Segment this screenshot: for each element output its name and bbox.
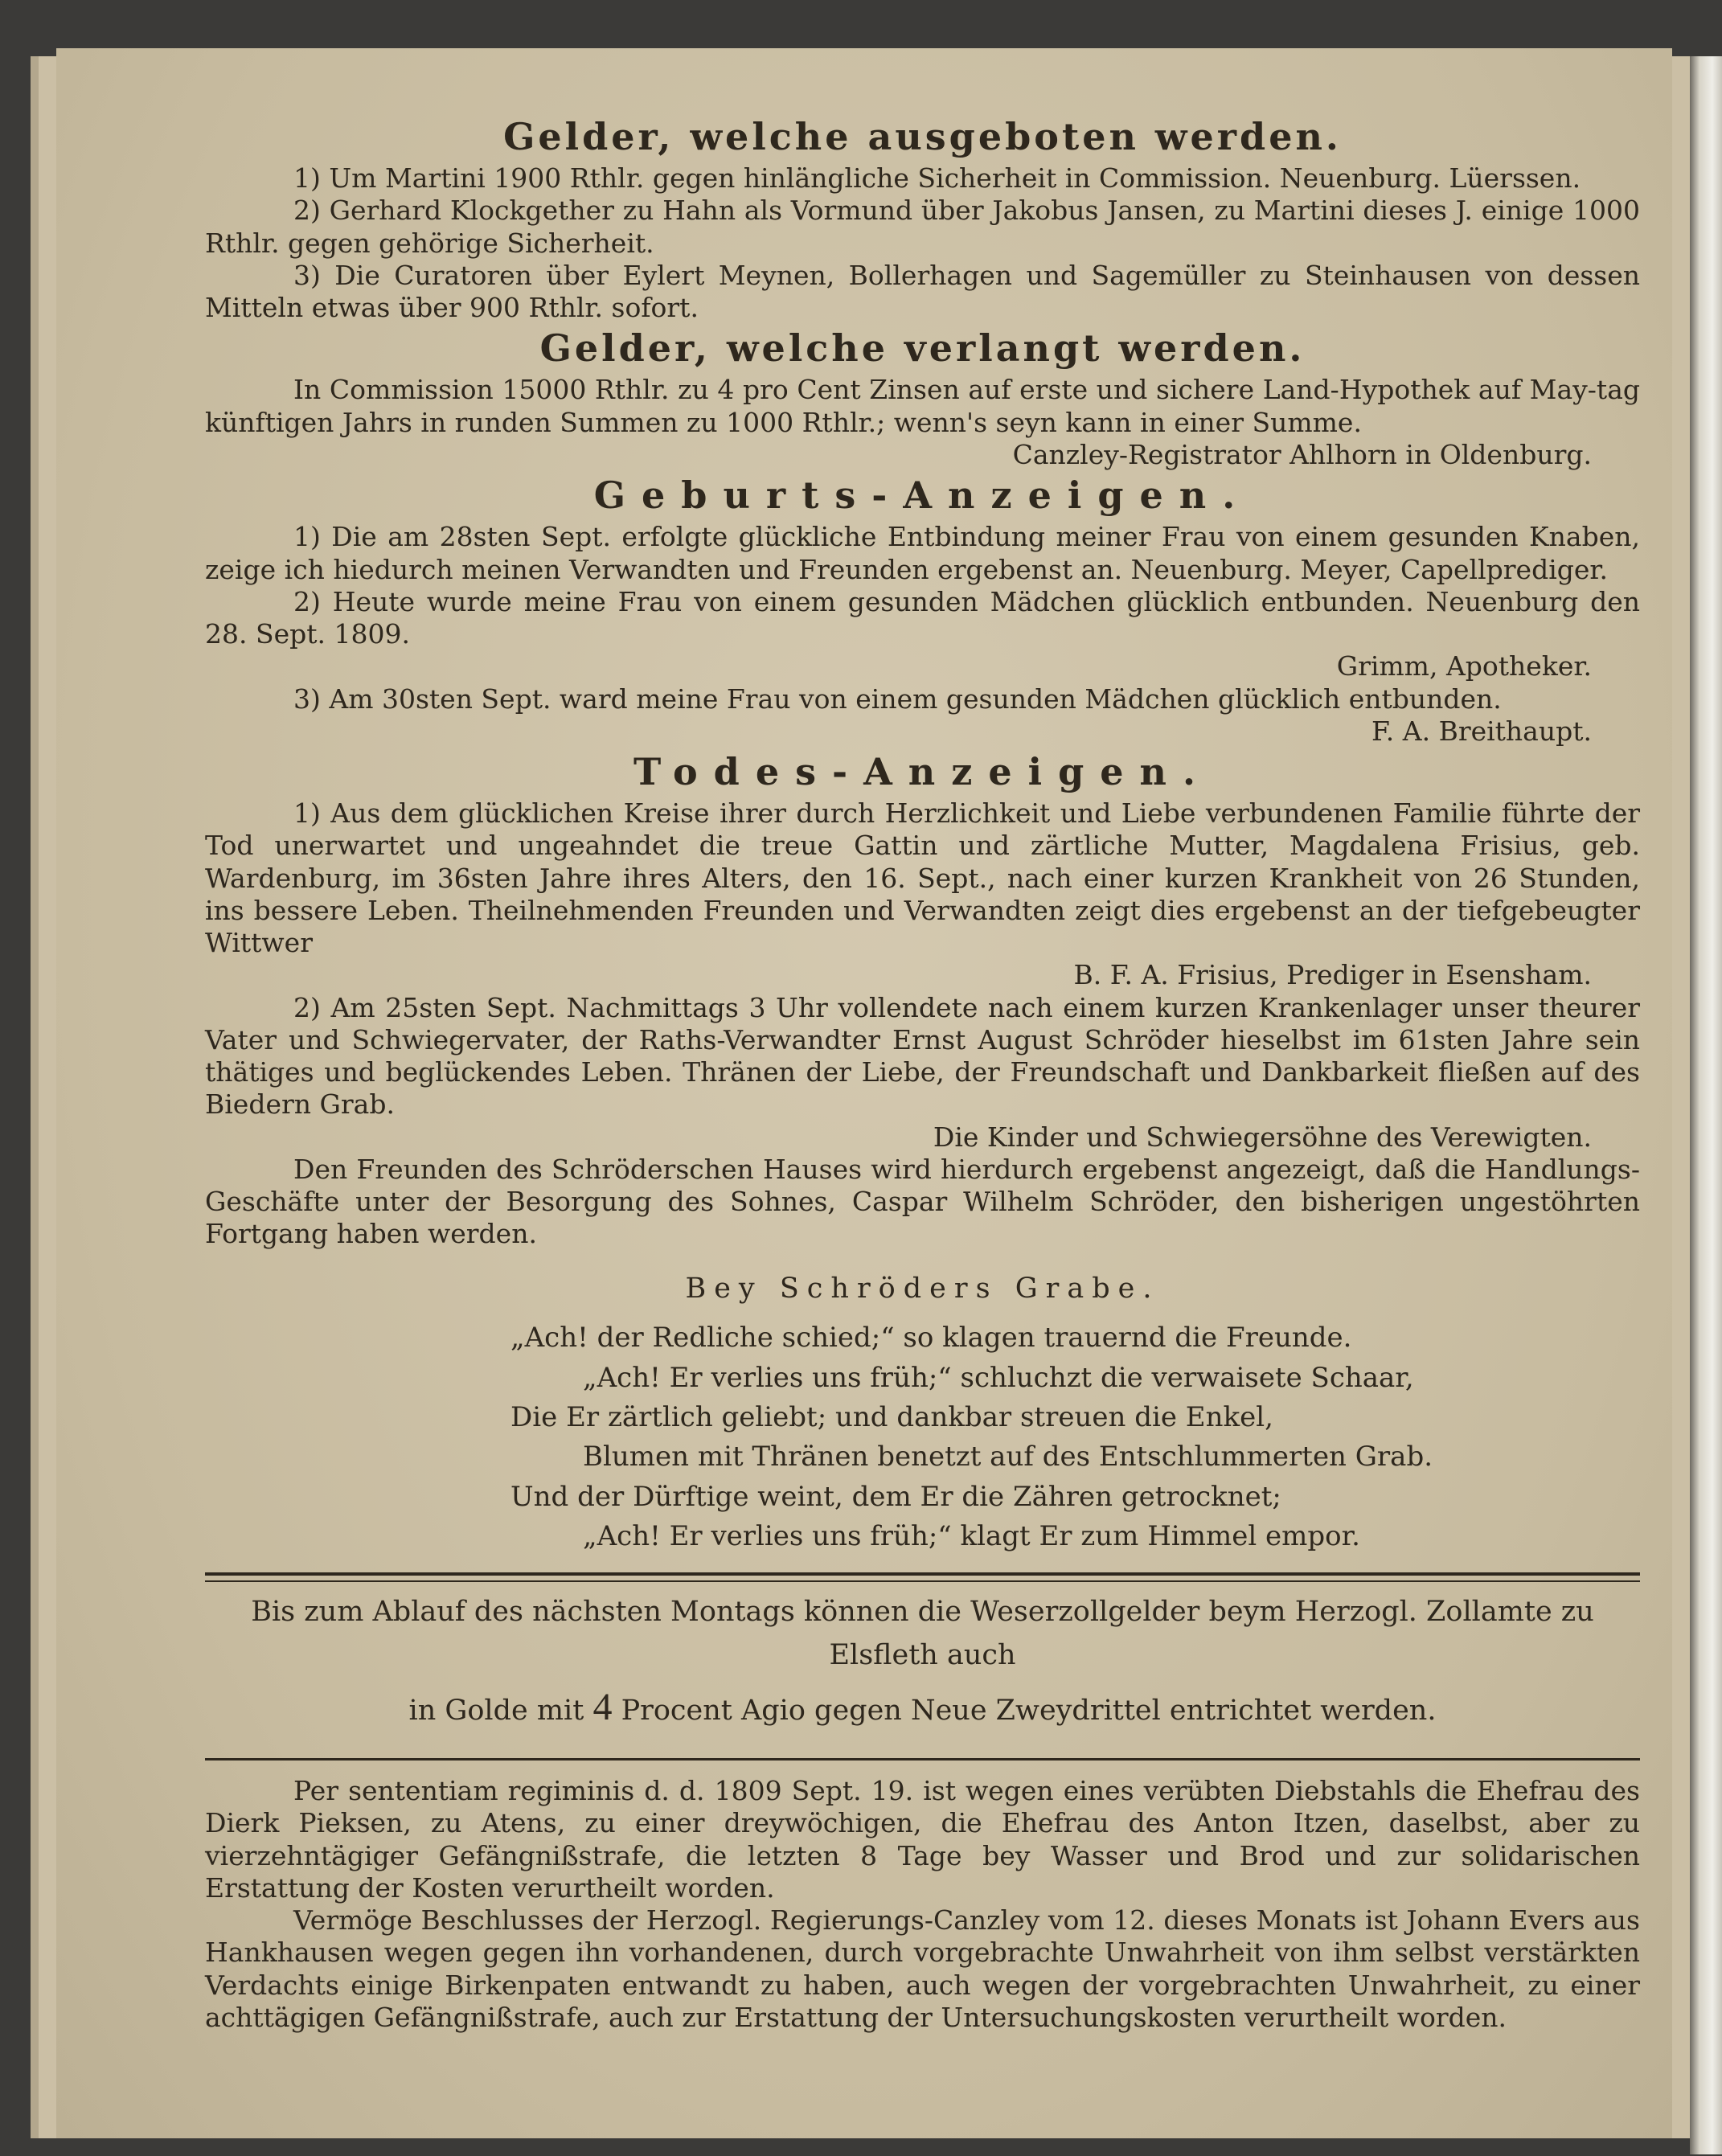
sentence-paragraph: Per sententiam regiminis d. d. 1809 Sept. 19. ist wegen eines verübten Diebstahls die Ehefrau des Dierk Pieksen, zu Atens, zu einer dreywöchigen, die Ehefrau des Anton Itzen, daselbst, aber zu vierzehntägiger Gefängnißstrafe, die letzten 8 Tage bey Wasser und Brod und zur solidarischen Erstattung der Kosten verurtheilt worden. — [205, 1775, 1640, 1904]
poem-line: Und der Dürftige weint, dem Er die Zähren getrocknet; — [510, 1480, 1281, 1513]
heading-deaths: Todes-Anzeigen. — [633, 750, 1212, 794]
poem-line: Blumen mit Thränen benetzt auf des Entschlummerten Grab. — [583, 1441, 1433, 1474]
toll-notice — [205, 1582, 1640, 1748]
poem-line: „Ach! Er verlies uns früh;“ klagt Er zum Himmel empor. — [583, 1519, 1360, 1552]
offered-item: 2) Gerhard Klockgether zu Hahn als Vormund über Jakobus Jansen, zu Martini dieses J. einige 1000 Rthlr. gegen gehörige Sicherheit. — [205, 195, 1640, 259]
divider — [205, 1758, 1640, 1760]
death-signature: Die Kinder und Schwiegersöhne des Verewigten. — [933, 1121, 1592, 1153]
newspaper-page — [56, 48, 1672, 2138]
heading-requested: Gelder, welche verlangt werden. — [539, 326, 1306, 371]
offered-item: 3) Die Curatoren über Eylert Meynen, Bollerhagen und Sagemüller zu Steinhausen von dessen Mitteln etwas über 900 Rthlr. sofort. — [205, 259, 1640, 324]
notice-text: in Golde mit — [408, 1694, 584, 1727]
notice-line: Bis zum Ablauf des nächsten Montags können die Weserzollgelder beym Herzogl. Zollamte zu Elsfleth auch — [251, 1596, 1594, 1672]
birth-signature: F. A. Breithaupt. — [1371, 715, 1592, 747]
death-item: 2) Am 25sten Sept. Nachmittags 3 Uhr vollendete nach einem kurzen Krankenlager unser theurer Vater und Schwiegervater, der Raths-Verwandter Ernst August Schröder hieselbst im 61sten Jahre sein thätiges und beglückendes Leben. Thränen der Liebe, der Freundschaft und Dankbarkeit fließen auf des Biedern Grab. — [205, 991, 1640, 1121]
poem — [510, 1318, 1640, 1556]
death-item: 1) Aus dem glücklichen Kreise ihrer durch Herzlichkeit und Liebe verbundenen Familie führte der Tod unerwartet und ungeahndet die treue Gattin und zärtliche Mutter, Magdalena Frisius, geb. Wardenburg, im 36sten Jahre ihres Alters, den 16. Sept., nach einer kurzen Krankheit von 26 Stunden, ins bessere Leben. Theilnehmenden Freunden und Verwandten zeigt dies ergebenst an der tiefgebeugter Wittwer — [205, 797, 1640, 959]
sentence-paragraph: Vermöge Beschlusses der Herzogl. Regierungs-Canzley vom 12. dieses Monats ist Johann Evers aus Hankhausen wegen gegen ihn vorhandenen, durch vorgebrachte Unwahrheit von ihm selbst verstärkten Verdachts einige Birkenpaten entwandt zu haben, auch wegen der vorgebrachten Unwahrheit, zu einer achttägigen Gefängnißstrafe, auch zur Erstattung der Untersuchungskosten verurtheilt worden. — [205, 1904, 1640, 2033]
poem-line: Die Er zärtlich geliebt; und dankbar streuen die Enkel, — [510, 1400, 1273, 1433]
death-signature: B. F. A. Frisius, Prediger in Esensham. — [1073, 959, 1592, 991]
poem-line: „Ach! Er verlies uns früh;“ schluchzt die verwaisete Schaar, — [583, 1361, 1414, 1394]
requested-signature: Canzley-Registrator Ahlhorn in Oldenburg. — [1012, 438, 1592, 470]
offered-item: 1) Um Martini 1900 Rthlr. gegen hinlängliche Sicherheit in Commission. Neuenburg. Lüerssen. — [293, 162, 1581, 195]
heading-offered: Gelder, welche ausgeboten werden. — [503, 115, 1342, 158]
requested-text: In Commission 15000 Rthlr. zu 4 pro Cent Zinsen auf erste und sichere Land-Hypothek auf May-tag künftigen Jahrs in runden Summen zu 1000 Rthlr.; wenn's seyn kann in einer Summe. — [205, 374, 1640, 438]
notice-line — [205, 1678, 1640, 1737]
birth-item: 3) Am 30sten Sept. ward meine Frau von einem gesunden Mädchen glücklich entbunden. — [293, 682, 1502, 715]
poem-line: „Ach! der Redliche schied;“ so klagen trauernd die Freunde. — [510, 1322, 1352, 1355]
birth-item: 1) Die am 28sten Sept. erfolgte glückliche Entbindung meiner Frau von einem gesunden Knaben, zeige ich hiedurch meinen Verwandten und Freunden ergebenst an. Neuenburg. Meyer, Capellprediger. — [205, 521, 1640, 585]
heading-births: Geburts-Anzeigen. — [593, 473, 1252, 518]
page-edge — [1690, 56, 1722, 2154]
notice-text: Procent Agio gegen Neue Zweydrittel entrichtet werden. — [621, 1694, 1437, 1727]
birth-signature: Grimm, Apotheker. — [1336, 650, 1592, 682]
poem-title: Bey Schröders Grabe. — [685, 1272, 1160, 1305]
birth-item: 2) Heute wurde meine Frau von einem gesunden Mädchen glücklich entbunden. Neuenburg den 28. Sept. 1809. — [205, 585, 1640, 650]
death-note: Den Freunden des Schröderschen Hauses wird hierdurch ergebenst angezeigt, daß die Handlungs-Geschäfte unter der Besorgung des Sohnes, Caspar Wilhelm Schröder, den bisherigen ungestöhrten Fortgang haben werden. — [205, 1153, 1640, 1250]
notice-number: 4 — [592, 1685, 613, 1728]
divider — [205, 1572, 1640, 1576]
